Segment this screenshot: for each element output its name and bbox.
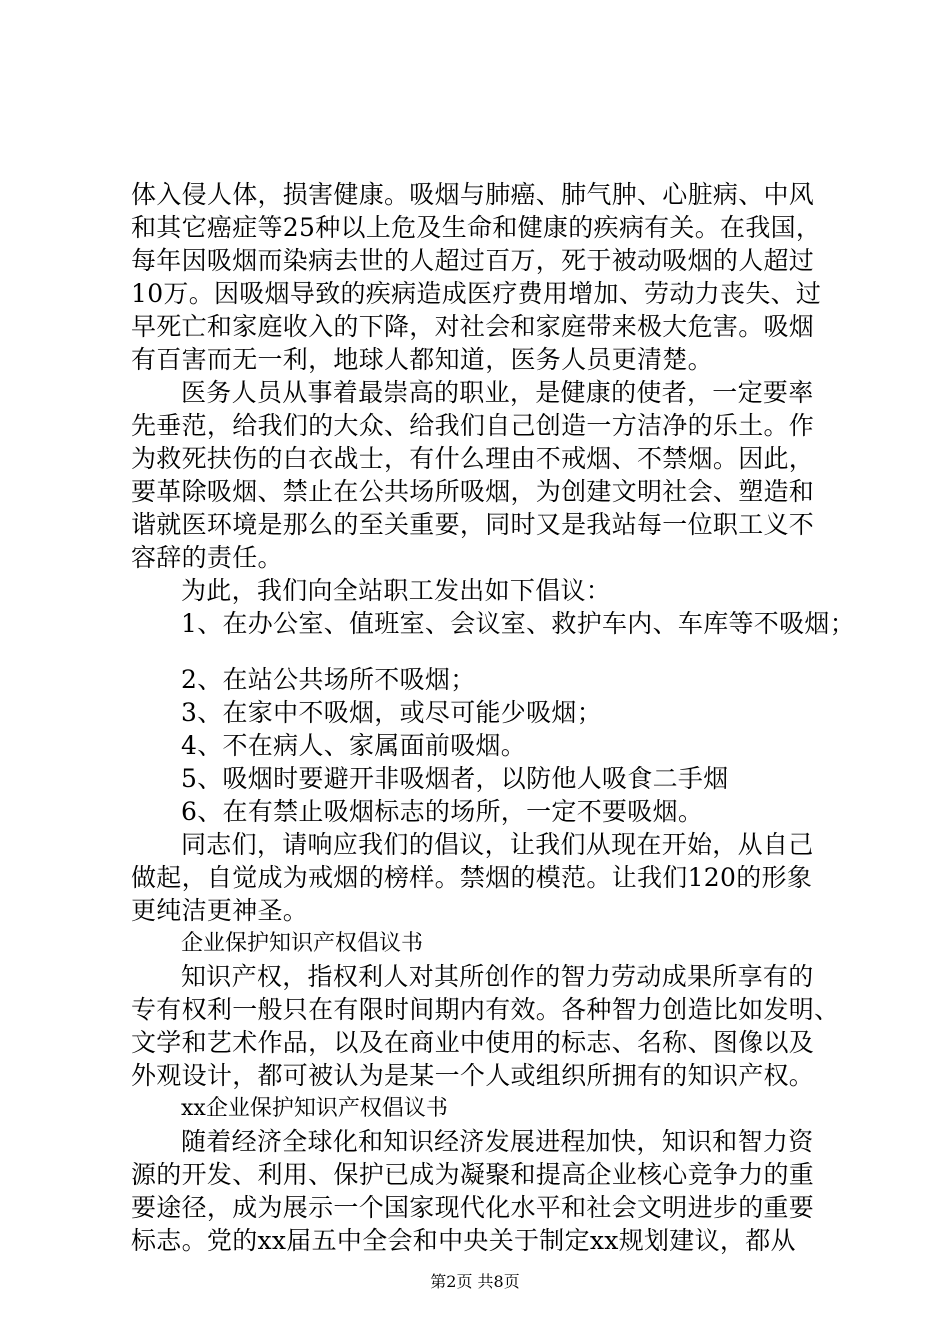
paragraph-line: 标志。党的xx届五中全会和中央关于制定xx规划建议，都从 — [131, 1226, 796, 1255]
list-item: 6、在有禁止吸烟标志的场所，一定不要吸烟。 — [181, 797, 704, 826]
section-title: xx企业保护知识产权倡议书 — [181, 1096, 448, 1121]
paragraph-line: 为此，我们向全站职工发出如下倡议： — [181, 576, 612, 605]
paragraph-line: 要革除吸烟、禁止在公共场所吸烟，为创建文明社会、塑造和 — [131, 477, 815, 506]
list-item: 3、在家中不吸烟，或尽可能少吸烟； — [181, 698, 603, 727]
paragraph-line: 先垂范，给我们的大众、给我们自己创造一方洁净的乐土。作 — [131, 411, 815, 440]
paragraph-line: 要途径，成为展示一个国家现代化水平和社会文明进步的重要 — [131, 1193, 815, 1222]
page-number-footer: 第2页 共8页 — [430, 1272, 520, 1291]
paragraph-line: 医务人员从事着最崇高的职业，是健康的使者，一定要率 — [181, 378, 814, 407]
paragraph-line: 容辞的责任。 — [131, 543, 283, 572]
paragraph-line: 早死亡和家庭收入的下降，对社会和家庭带来极大危害。吸烟 — [131, 312, 815, 341]
paragraph-line: 文学和艺术作品，以及在商业中使用的标志、名称、图像以及 — [131, 1028, 815, 1057]
paragraph-line: 做起，自觉成为戒烟的榜样。禁烟的模范。让我们120的形象 — [131, 863, 813, 892]
paragraph-line: 知识产权，指权利人对其所创作的智力劳动成果所享有的 — [181, 962, 814, 991]
paragraph-line: 更纯洁更神圣。 — [131, 896, 309, 925]
paragraph-line: 专有权利一般只在有限时间期内有效。各种智力创造比如发明、 — [131, 995, 840, 1024]
paragraph-line: 有百害而无一利，地球人都知道，医务人员更清楚。 — [131, 345, 713, 374]
paragraph-line: 同志们，请响应我们的倡议，让我们从现在开始，从自己 — [181, 830, 814, 859]
paragraph-line: 为救死扶伤的白衣战士，有什么理由不戒烟、不禁烟。因此， — [131, 444, 815, 473]
paragraph-line: 体入侵人体，损害健康。吸烟与肺癌、肺气肿、心脏病、中风 — [131, 180, 815, 209]
list-item: 1、在办公室、值班室、会议室、救护车内、车库等不吸烟； — [181, 609, 856, 638]
paragraph-line: 外观设计，都可被认为是某一个人或组织所拥有的知识产权。 — [131, 1061, 815, 1090]
paragraph-line: 源的开发、利用、保护已成为凝聚和提高企业核心竞争力的重 — [131, 1160, 815, 1189]
list-item: 4、不在病人、家属面前吸烟。 — [181, 731, 527, 760]
paragraph-line: 谐就医环境是那么的至关重要，同时又是我站每一位职工义不 — [131, 510, 815, 539]
section-title: 企业保护知识产权倡议书 — [181, 931, 424, 956]
list-item: 5、吸烟时要避开非吸烟者，以防他人吸食二手烟 — [181, 764, 729, 793]
paragraph-line: 10万。因吸烟导致的疾病造成医疗费用增加、劳动力丧失、过 — [131, 279, 822, 308]
list-item: 2、在站公共场所不吸烟； — [181, 665, 476, 694]
paragraph-line: 每年因吸烟而染病去世的人超过百万，死于被动吸烟的人超过 — [131, 246, 815, 275]
paragraph-line: 和其它癌症等25种以上危及生命和健康的疾病有关。在我国， — [131, 213, 822, 242]
paragraph-line: 随着经济全球化和知识经济发展进程加快，知识和智力资 — [181, 1127, 814, 1156]
